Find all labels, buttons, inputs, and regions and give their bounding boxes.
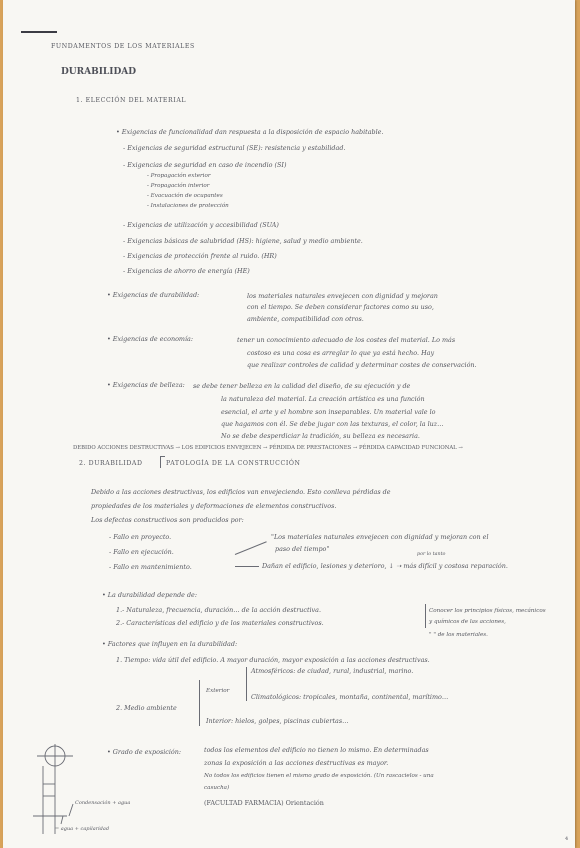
- pathology-hook: [160, 456, 165, 468]
- quote-arrow: [235, 541, 267, 555]
- section2-para-2: propiedades de los materiales y deformaciones de elementos constructivos.: [91, 502, 337, 510]
- doodle-bottom-note: = agua + capilaridad: [55, 826, 110, 832]
- atmospheric-line: Atmosféricos: de ciudad, rural, industrial, marino.: [251, 667, 414, 675]
- notebook-page: [3, 0, 575, 848]
- note-above: por lo tanto: [417, 552, 446, 557]
- section2-para-3: Los defectos constructivos son producidos por:: [91, 516, 244, 524]
- func-item-he: - Exigencias de ahorro de energía (HE): [123, 267, 250, 275]
- section2-para-1: Debido a las acciones destructivas, los edificios van envejeciendo. Esto conlleva pérdidas de: [91, 488, 391, 496]
- fire-sub-3: - Evacuación de ocupantes: [147, 193, 223, 199]
- durability-label: • Exigencias de durabilidad:: [107, 291, 200, 299]
- moisture-sketch: [33, 744, 93, 834]
- exposure-line-4: casucha): [204, 785, 230, 791]
- exposure-line-3: No todos los edificios tienen el mismo grado de exposición. (Un rascacielos - una: [204, 773, 434, 779]
- economy-label: • Exigencias de economía:: [107, 335, 193, 343]
- maintenance-arrow: [235, 566, 259, 567]
- factors-intro: • Factores que influyen en la durabilidad:: [102, 640, 238, 648]
- defect-execution: - Fallo en ejecución.: [109, 548, 174, 556]
- beauty-label: • Exigencias de belleza:: [107, 381, 185, 389]
- consequence-flow-line: DEBIDO ACCIONES DESTRUCTIVAS → LOS EDIFICIOS ENVEJECEN → PÉRDIDA DE PRESTACIONES → PÉRDIDA CAPACIDAD FUNCIONAL →: [73, 445, 463, 451]
- page-title: DURABILIDAD: [61, 67, 137, 77]
- func-item-hr: - Exigencias de protección frente al ruido. (HR): [123, 252, 277, 260]
- section2-heading: 2. DURABILIDAD: [79, 460, 143, 467]
- fire-sub-2: - Propagación interior: [147, 183, 210, 189]
- beauty-line-2: la naturaleza del material. La creación artística es una función: [221, 395, 425, 403]
- faculty-note: (FACULTAD FARMACIA) Orientación: [204, 799, 324, 807]
- pathology-heading: PATOLOGÍA DE LA CONSTRUCCIÓN: [166, 460, 301, 467]
- func-item-sua: - Exigencias de utilización y accesibilidad (SUA): [123, 221, 279, 229]
- beauty-line-3: esencial, el arte y el hombre son inseparables. Un material vale lo: [221, 408, 436, 416]
- durability-line-1: los materiales naturales envejecen con dignidad y mejoran: [247, 292, 438, 300]
- quote-line-2: paso del tiempo": [275, 545, 330, 553]
- depends-side-3: " " de los materiales.: [429, 632, 488, 638]
- defect-project: - Fallo en proyecto.: [109, 533, 172, 541]
- subject-heading: FUNDAMENTOS DE LOS MATERIALES: [51, 43, 195, 50]
- func-item-se: - Exigencias de seguridad estructural (SE): resistencia y estabilidad.: [123, 144, 346, 152]
- functionality-intro: • Exigencias de funcionalidad dan respuesta a la disposición de espacio habitable.: [116, 128, 384, 136]
- durability-line-2: con el tiempo. Se deben considerar factores como su uso,: [247, 303, 434, 311]
- exposure-line-1: todos los elementos del edificio no tienen lo mismo. En determinadas: [204, 746, 429, 754]
- durability-line-3: ambiente, compatibilidad con otros.: [247, 315, 364, 323]
- doodle-top-note: Condensación + agua: [75, 800, 131, 806]
- func-item-hs: - Exigencias básicas de salubridad (HS): higiene, salud y medio ambiente.: [123, 237, 363, 245]
- factor-environment: 2. Medio ambiente: [116, 704, 177, 712]
- economy-line-1: tener un conocimiento adecuado de los costes del material. Lo más: [237, 336, 456, 344]
- economy-line-2: costoso es una cosa es arreglar lo que ya está hecho. Hay: [247, 349, 435, 357]
- fire-sub-1: - Propagación exterior: [147, 173, 211, 179]
- interior-line: Interior: hielos, golpes, piscinas cubiertas…: [206, 717, 349, 725]
- exterior-label: Exterior: [206, 688, 230, 694]
- exposure-line-2: zonas la exposición a las acciones destructivas es mayor.: [204, 759, 389, 767]
- depends-intro: • La durabilidad depende de:: [102, 591, 197, 599]
- quote-line-1: "Los materiales naturales envejecen con dignidad y mejoran con el: [271, 533, 489, 541]
- depends-item-2: 2.- Características del edificio y de los materiales constructivos.: [116, 619, 324, 627]
- beauty-line-5: No se debe desperdiciar la tradición, su belleza es necesaria.: [221, 432, 420, 440]
- climatological-line: Climatológicos: tropicales, montaña, continental, marítimo…: [251, 693, 449, 701]
- maintenance-note: Dañan el edificio, lesiones y deterioro, ↓ ➝ más difícil y costosa reparación.: [262, 562, 508, 570]
- economy-line-3: que realizar controles de calidad y determinar costes de conservación.: [247, 361, 477, 369]
- top-dash-mark: [21, 31, 57, 33]
- beauty-line-4: que hagamos con él. Se debe jugar con las texturas, el color, la luz…: [221, 420, 444, 428]
- environment-brace: [199, 680, 200, 726]
- factor-time: 1. Tiempo: vida útil del edificio. A mayor duración, mayor exposición a las acciones destructivas.: [116, 656, 430, 664]
- beauty-line-1: se debe tener belleza en la calidad del diseño, de su ejecución y de: [193, 382, 411, 390]
- section1-heading: 1. ELECCIÓN DEL MATERIAL: [76, 97, 187, 104]
- exposure-label: • Grado de exposición:: [107, 748, 182, 756]
- depends-side-1: Conocer los principios físicos, mecánicos: [429, 608, 546, 614]
- depends-brace: [425, 604, 426, 628]
- exterior-brace: [246, 667, 247, 701]
- func-item-si: - Exigencias de seguridad en caso de incendio (SI): [123, 161, 287, 169]
- defect-maintenance: - Fallo en mantenimiento.: [109, 563, 192, 571]
- depends-item-1: 1.- Naturaleza, frecuencia, duración… de la acción destructiva.: [116, 606, 322, 614]
- fire-sub-4: - Instalaciones de protección: [147, 203, 229, 209]
- depends-side-2: y químicos de las acciones,: [429, 619, 506, 625]
- page-number: 4: [565, 836, 569, 842]
